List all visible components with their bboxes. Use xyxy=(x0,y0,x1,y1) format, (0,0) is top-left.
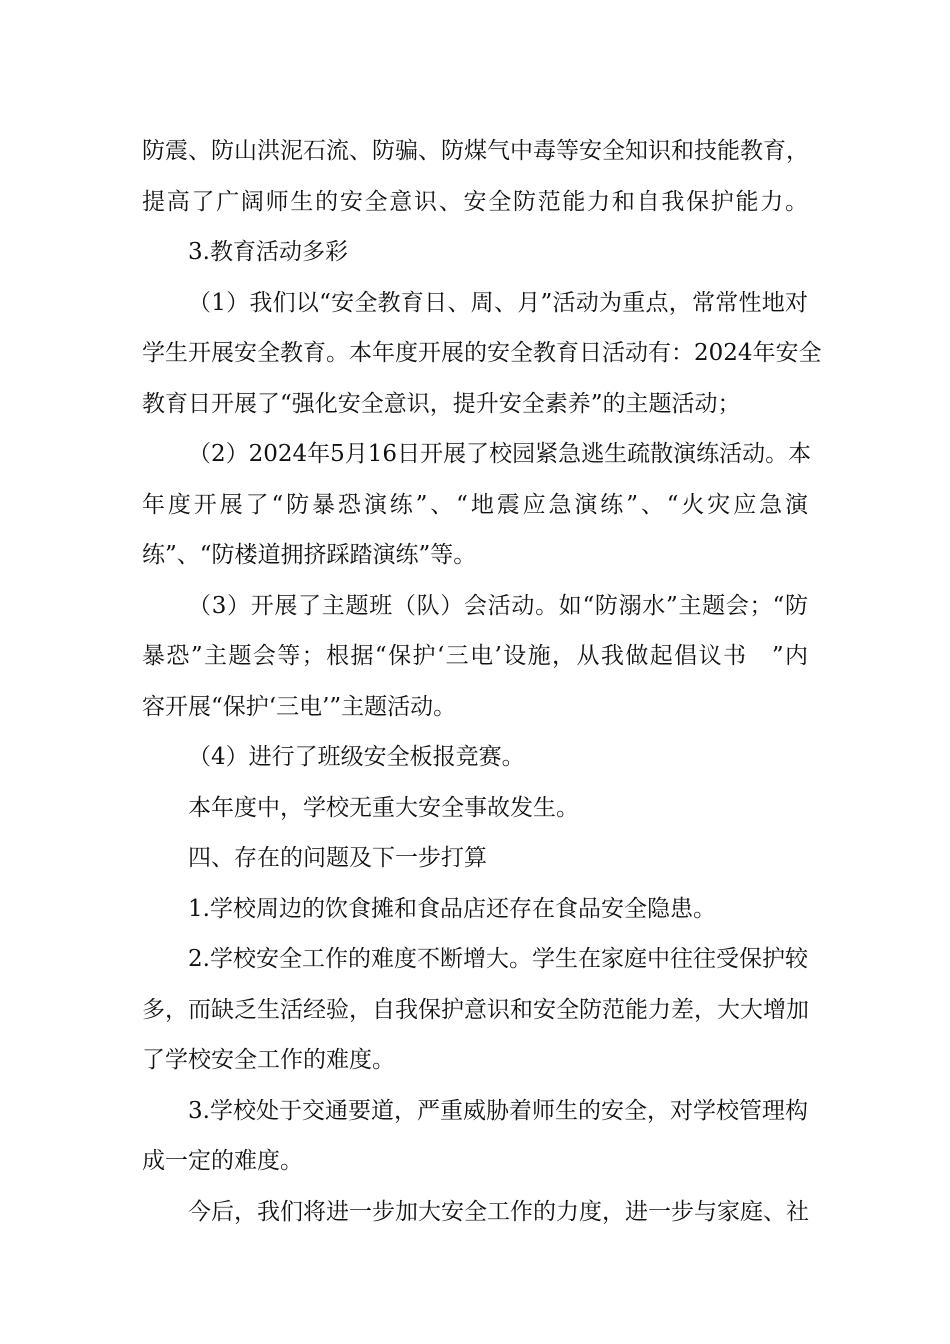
body-text-line: 今后，我们将进一步加大安全工作的力度，进一步与家庭、社 xyxy=(188,1199,809,1225)
body-text-line: 2.学校安全工作的难度不断增大。学生在家庭中往往受保护较 xyxy=(188,946,808,972)
body-text-line: （1）我们以“安全教育日、周、月”活动为重点，常常性地对 xyxy=(188,290,808,316)
body-text-line: 了学校安全工作的难度。 xyxy=(142,1047,395,1073)
body-text-line: 提高了广阔师生的安全意识、安全防范能力和自我保护能力。 xyxy=(142,189,808,215)
body-text-line: 1.学校周边的饮食摊和食品店还存在食品安全隐患。 xyxy=(188,896,716,922)
body-text-line: 3.学校处于交通要道，严重威胁着师生的安全，对学校管理构 xyxy=(188,1098,808,1124)
body-text-line: 教育日开展了“强化安全意识，提升安全素养”的主题活动； xyxy=(142,391,741,417)
body-text-line: 成一定的难度。 xyxy=(142,1148,303,1174)
body-text-line: 暴恐”主题会等；根据“保护‘三电’设施，从我做起倡议书 ”内 xyxy=(142,643,808,669)
body-text-line: 容开展“保护‘三电’”主题活动。 xyxy=(142,694,457,720)
body-text-line: 学生开展安全教育。本年度开展的安全教育日活动有：2024年安全 xyxy=(142,340,822,366)
body-text-line: 防震、防山洪泥石流、防骗、防煤气中毒等安全知识和技能教育， xyxy=(142,138,809,164)
body-text-line: 本年度中，学校无重大安全事故发生。 xyxy=(188,795,579,821)
section-heading: 3.教育活动多彩 xyxy=(188,239,348,265)
body-text-line: 练”、“防楼道拥挤踩踏演练”等。 xyxy=(142,542,477,568)
section-heading: 四、存在的问题及下一步打算 xyxy=(188,845,487,871)
body-text-line: （3）开展了主题班（队）会活动。如“防溺水”主题会；“防 xyxy=(188,593,808,619)
body-text-line: 多，而缺乏生活经验，自我保护意识和安全防范能力差，大大增加 xyxy=(142,997,809,1023)
body-text-line: （4）进行了班级安全板报竞赛。 xyxy=(188,744,525,770)
body-text-line: （2）2024年5月16日开展了校园紧急逃生疏散演练活动。本 xyxy=(188,441,812,467)
body-text-line: 年度开展了“防暴恐演练”、“地震应急演练”、“火灾应急演 xyxy=(142,492,808,518)
